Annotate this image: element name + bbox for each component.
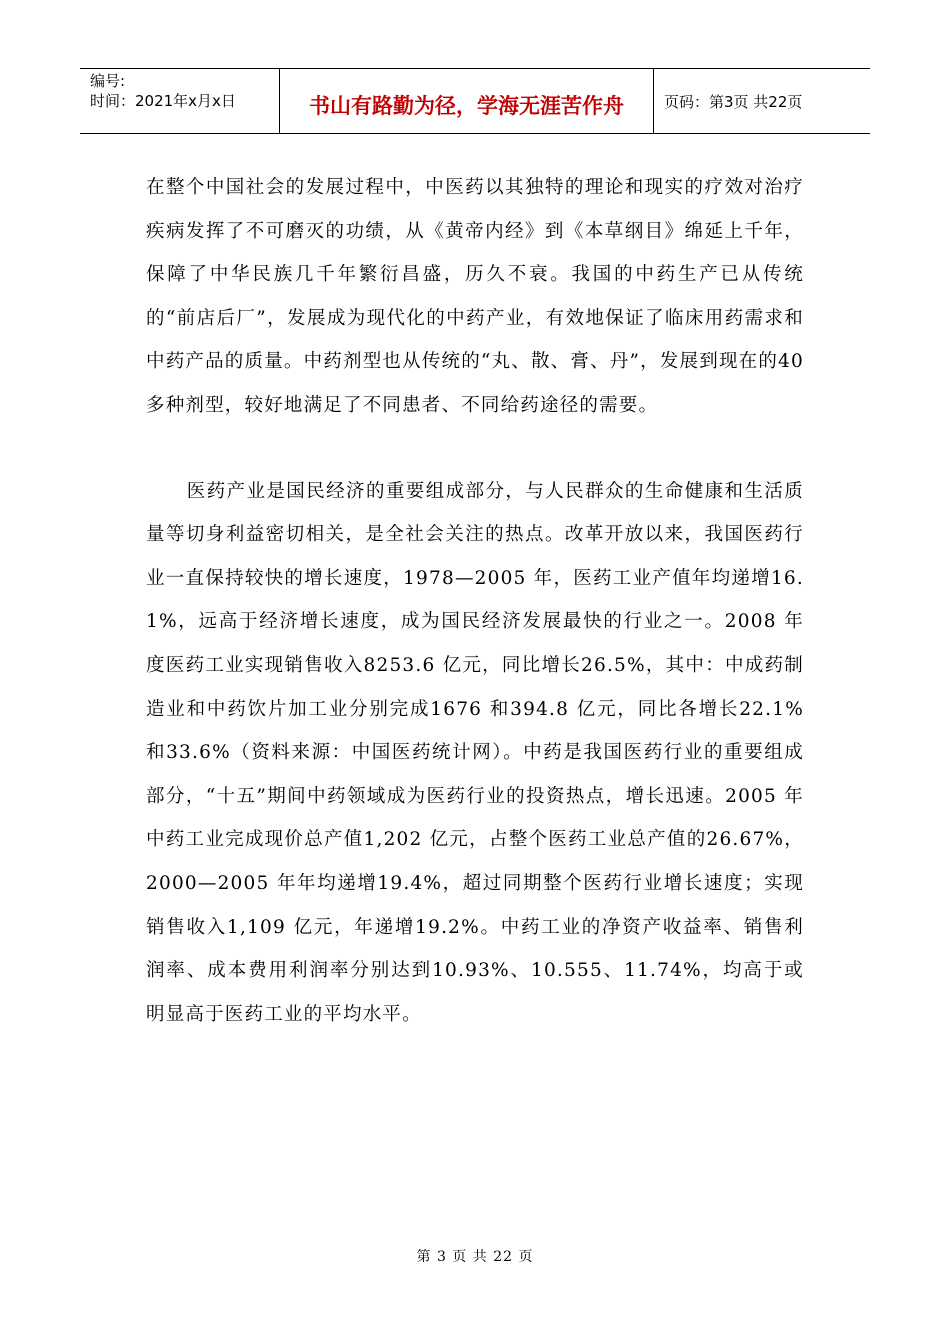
header-page-info: 页码：第3页 共22页 [664, 92, 803, 111]
page-footer: 第 3 页 共 22 页 [416, 1249, 534, 1265]
document-number-label: 编号: [90, 72, 126, 90]
header-motto: 书山有路勤为径，学海无涯苦作舟 [280, 69, 654, 133]
document-body [146, 166, 804, 1036]
paragraph-tcm-history: 在整个中国社会的发展过程中，中医药以其独特的理论和现实的疗效对治疗疾病发挥了不可磨灭的功绩，从《黄帝内经》到《本草纲目》绵延上千年，保障了中华民族几千年繁衍昌盛，历久不衰。我国的中药生产已从传统的“前店后厂”，发展成为现代化的中药产业，有效地保证了临床用药需求和中药产品的质量。中药剂型也从传统的“丸、散、膏、丹”，发展到现在的40 多种剂型，较好地满足了不同患者、不同给药途径的需要。 [146, 177, 804, 416]
header-meta [80, 69, 280, 133]
document-time-label: 时间：2021年x月x日 [90, 92, 236, 110]
paragraph-pharma-industry: 医药产业是国民经济的重要组成部分，与人民群众的生命健康和生活质量等切身利益密切相关，是全社会关注的热点。改革开放以来，我国医药行业一直保持较快的增长速度，1978—2005 年，医药工业产值年均递增16.1%，远高于经济增长速度，成为国民经济发展最快的行业之一。2008 年度医药工业实现销售收入8253.6 亿元，同比增长26.5%，其中：中成药制造业和中药饮片加工业分别完成1676 和394.8 亿元，同比各增长22.1%和33.6%（资料来源：中国医药统计网）。中药是我国医药行业的重要组成部分，“十五”期间中药领域成为医药行业的投资热点，增长迅速。2005 年中药工业完成现价总产值1,202 亿元，占整个医药工业总产值的26.67%，2000—2005 年年均递增19.4%，超过同期整个医药行业增长速度；实现销售收入1,109 亿元，年递增19.2%。中药工业的净资产收益率、销售利润率、成本费用利润率分别达到10.93%、10.555、11.74%，均高于或明显高于医药工业的平均水平。 [146, 480, 804, 1025]
page-header [80, 68, 870, 134]
